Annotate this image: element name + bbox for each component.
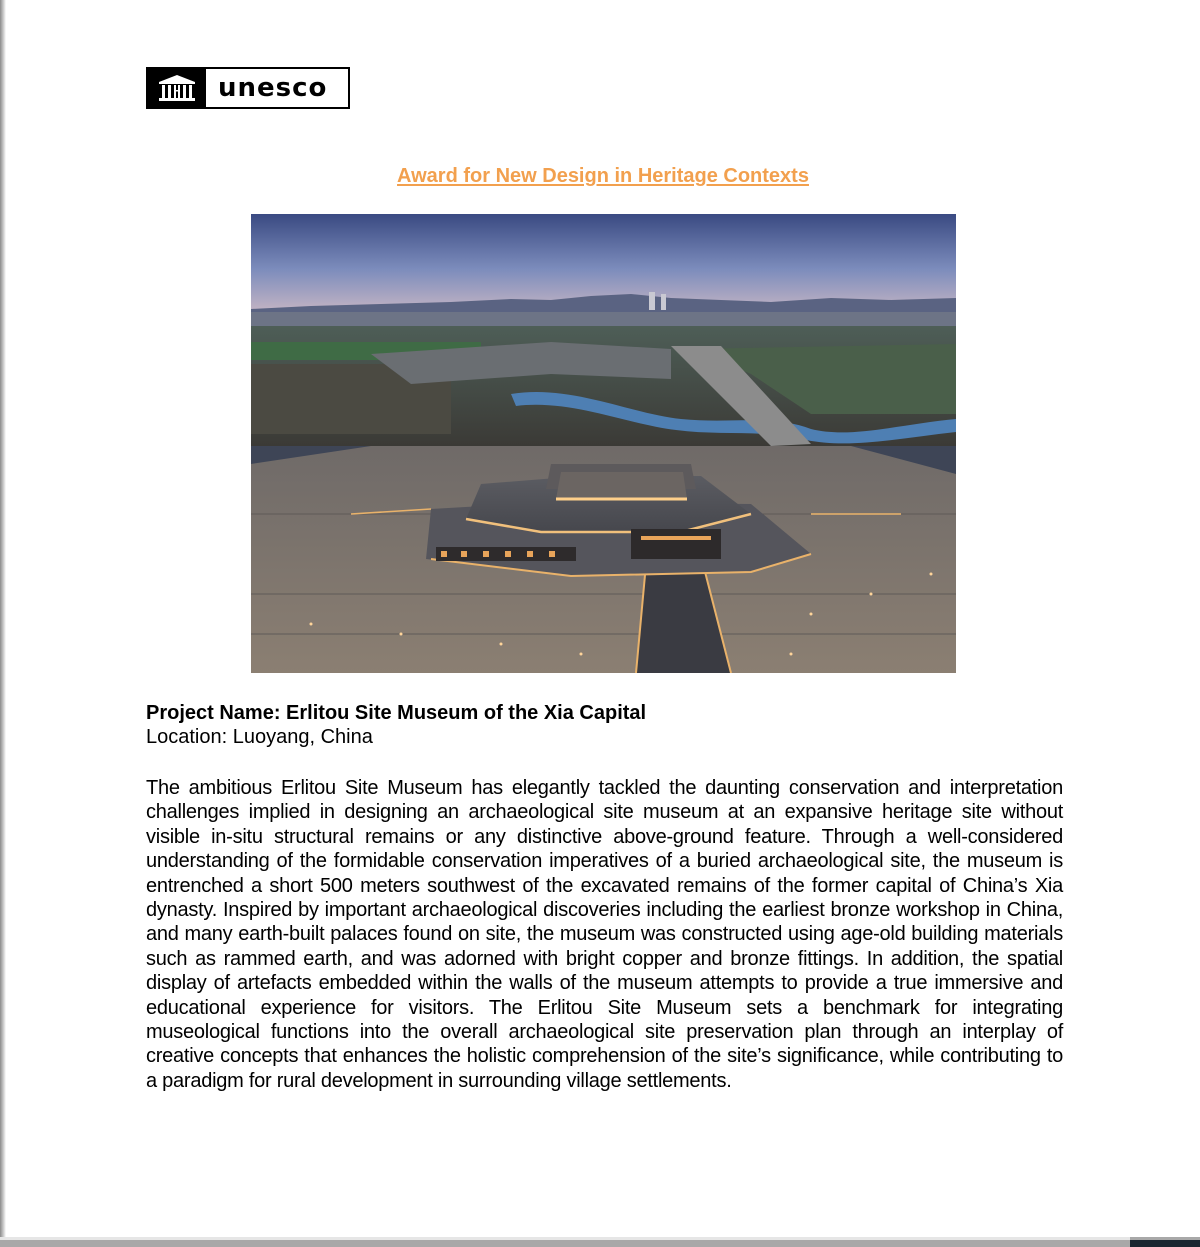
- project-location: Location: Luoyang, China: [146, 726, 373, 748]
- scrollbar-thumb[interactable]: [1130, 1240, 1200, 1247]
- bottom-scrollbar[interactable]: [0, 1237, 1200, 1247]
- project-description: The ambitious Erlitou Site Museum has elegantly tackled the daunting conservation and interpretation challenges implied in designing an archaeological site museum at an expansive heritage site without visible in-situ structural remains or any distinctive above-ground feature. Through a well-considered understanding of the formidable conservation imperatives of a buried archaeological site, the museum is entrenched a short 500 meters southwest of the excavated remains of the former capital of China’s Xia dynasty. Inspired by important archaeological discoveries including the earliest bronze workshop in China, and many earth-built palaces found on site, the museum was constructed using age-old building materials such as rammed earth, and was adorned with bright copper and bronze fittings. In addition, the spatial display of artefacts embedded within the walls of the museum attempts to provide a true immersive and educational experience for visitors. The Erlitou Site Museum sets a benchmark for integrating museological functions into the overall archaeological site preservation plan through an interplay of creative concepts that enhances the holistic comprehension of the site’s significance, while contributing to a paradigm for rural development in surrounding village settlements.: [146, 777, 1063, 1092]
- logo-wordmark: unesco: [218, 73, 328, 103]
- unesco-logo: [146, 67, 350, 109]
- project-name: Project Name: Erlitou Site Museum of the Xia Capital: [146, 702, 647, 724]
- museum-aerial-photo: [251, 214, 956, 673]
- temple-icon: [148, 69, 206, 107]
- award-title-link[interactable]: Award for New Design in Heritage Contexts: [397, 165, 809, 187]
